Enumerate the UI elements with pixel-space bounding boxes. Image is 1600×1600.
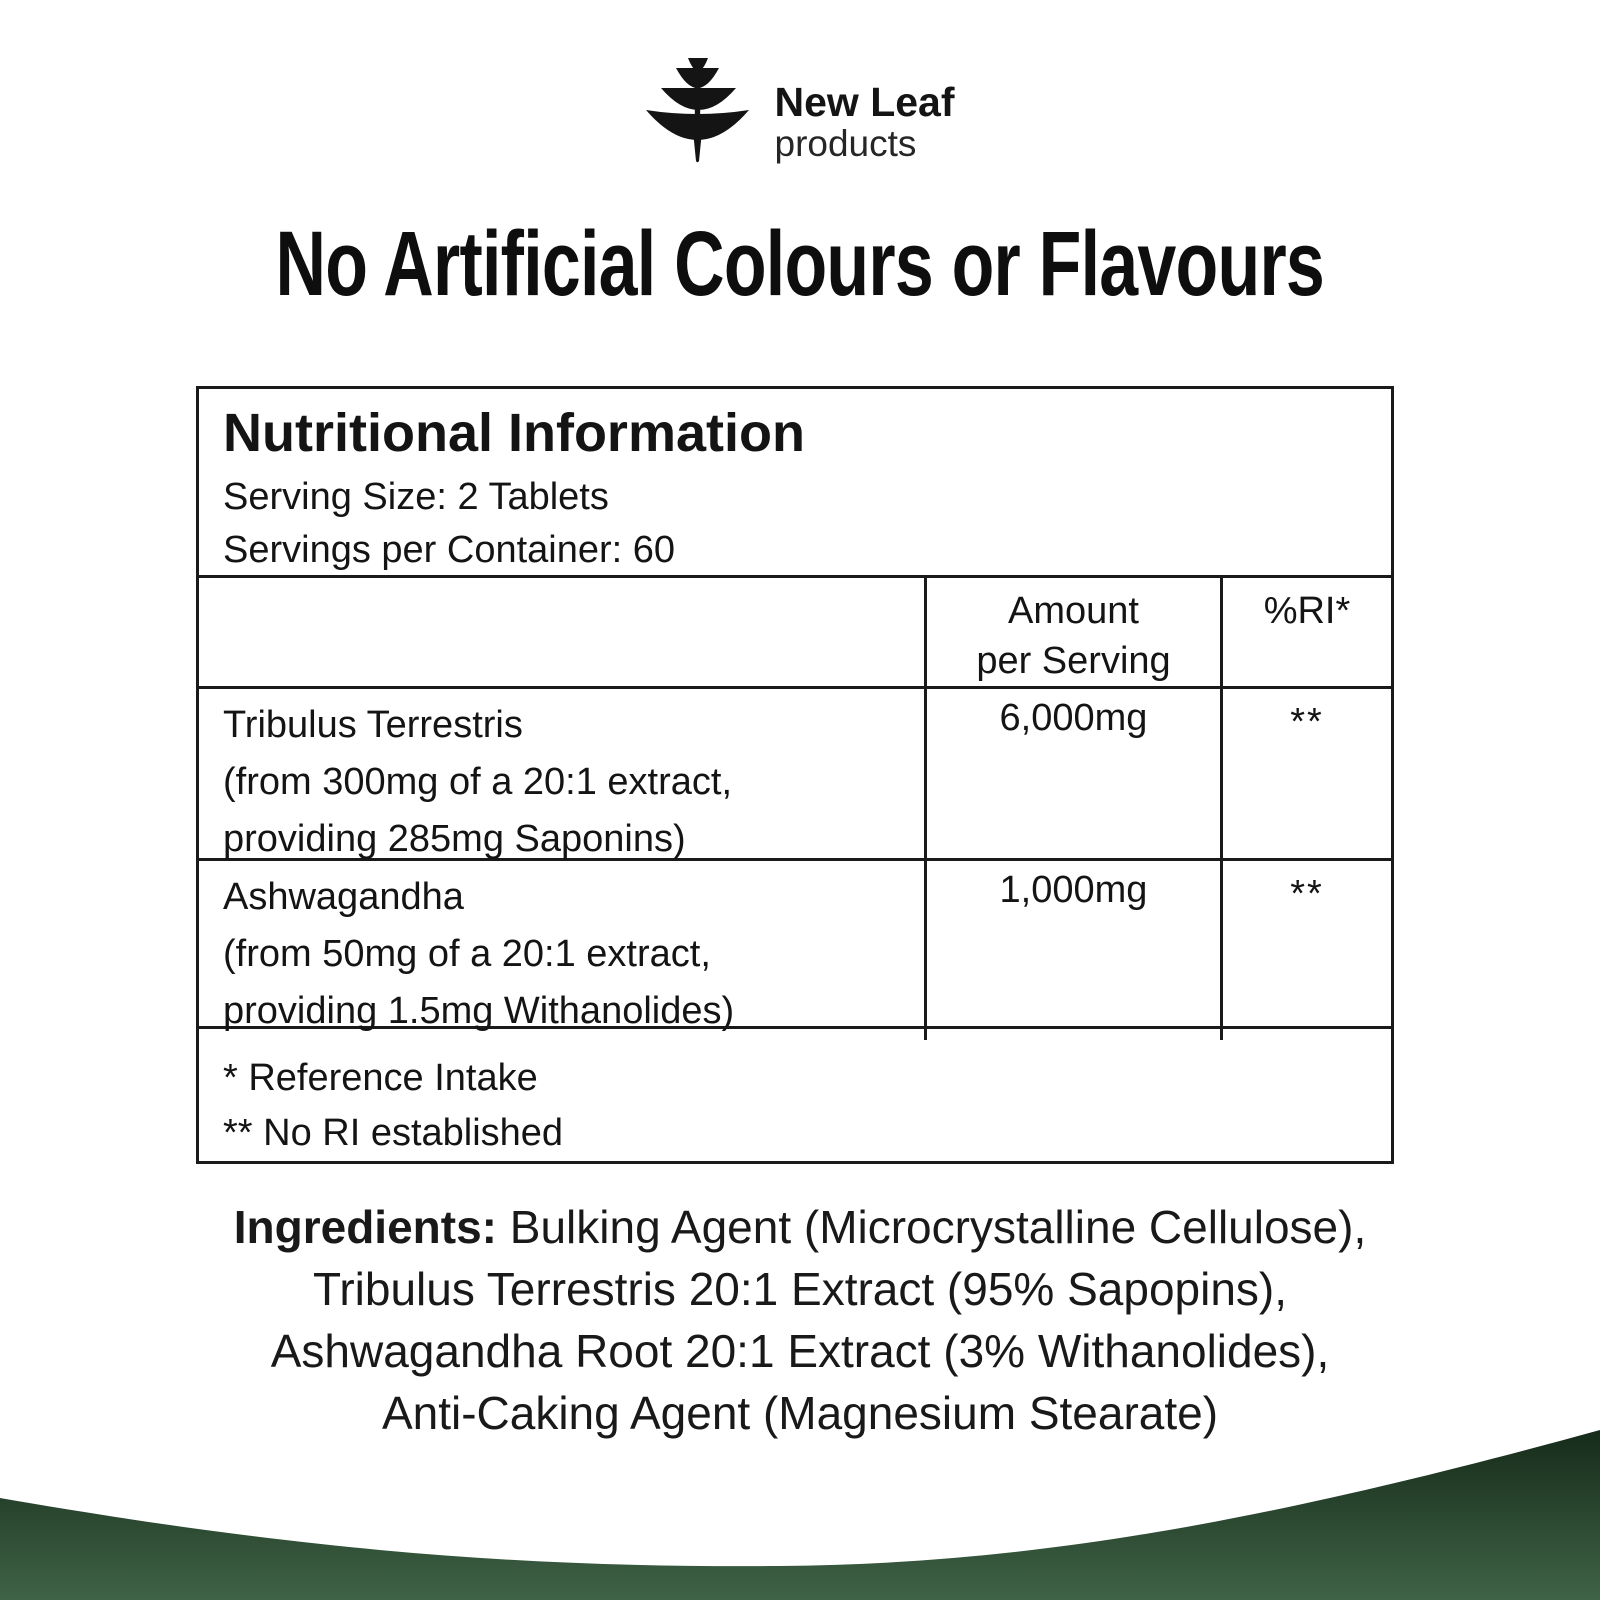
- tree-logo-icon: [646, 58, 749, 163]
- table-header-section: [199, 389, 1391, 578]
- footnote-reference-intake: * Reference Intake: [223, 1057, 538, 1099]
- amount-cell: 1,000mg: [924, 861, 1220, 1040]
- ingredients-label: Ingredients:: [233, 1201, 497, 1253]
- brand-logo: [0, 58, 1600, 164]
- ingredients-line: Tribulus Terrestris 20:1 Extract (95% Sapopins),: [312, 1263, 1288, 1315]
- brand-wordmark: [775, 58, 955, 164]
- ingredients-line: Ashwagandha Root 20:1 Extract (3% Withanolides),: [270, 1325, 1330, 1377]
- amount-cell: 6,000mg: [924, 689, 1220, 868]
- ingredient-name: Tribulus Terrestris: [223, 704, 523, 746]
- brand-subname: products: [774, 123, 917, 164]
- table-row: [199, 861, 1391, 1032]
- table-footnotes: [199, 1029, 1391, 1161]
- ri-cell: **: [1220, 689, 1391, 868]
- ingredients-line1-rest: Bulking Agent (Microcrystalline Cellulose),: [509, 1201, 1367, 1253]
- column-header-blank: [199, 578, 924, 686]
- ingredients-line: Anti-Caking Agent (Magnesium Stearate): [381, 1387, 1219, 1439]
- ingredient-name: Ashwagandha: [223, 876, 464, 918]
- ingredient-name-cell: [199, 861, 924, 1040]
- ingredient-detail: (from 300mg of a 20:1 extract,: [223, 761, 733, 803]
- headline-text: No Artificial Colours or Flavours: [275, 213, 1325, 315]
- brand-name: New Leaf: [774, 79, 955, 125]
- column-header-amount: [924, 578, 1220, 686]
- ingredient-detail: providing 1.5mg Withanolides): [223, 990, 735, 1032]
- amount-header-line2: per Serving: [976, 640, 1171, 682]
- ingredient-name-cell: [199, 689, 924, 868]
- servings-per-container: Servings per Container: 60: [223, 529, 676, 571]
- nutrition-table: [196, 386, 1394, 1164]
- table-title: Nutritional Information: [223, 403, 805, 463]
- ingredient-detail: providing 285mg Saponins): [223, 818, 686, 860]
- amount-header-line1: Amount: [1008, 590, 1139, 632]
- ingredient-detail: (from 50mg of a 20:1 extract,: [223, 933, 711, 975]
- column-header-ri: %RI*: [1220, 578, 1391, 686]
- column-header-row: [199, 578, 1391, 689]
- headline: [0, 212, 1600, 317]
- ingredients-line: [0, 1196, 1600, 1258]
- bottom-wave-graphic: [0, 1400, 1600, 1600]
- serving-size: Serving Size: 2 Tablets: [223, 476, 609, 518]
- table-row: [199, 689, 1391, 861]
- ri-cell: **: [1220, 861, 1391, 1040]
- footnote-no-ri: ** No RI established: [223, 1112, 564, 1154]
